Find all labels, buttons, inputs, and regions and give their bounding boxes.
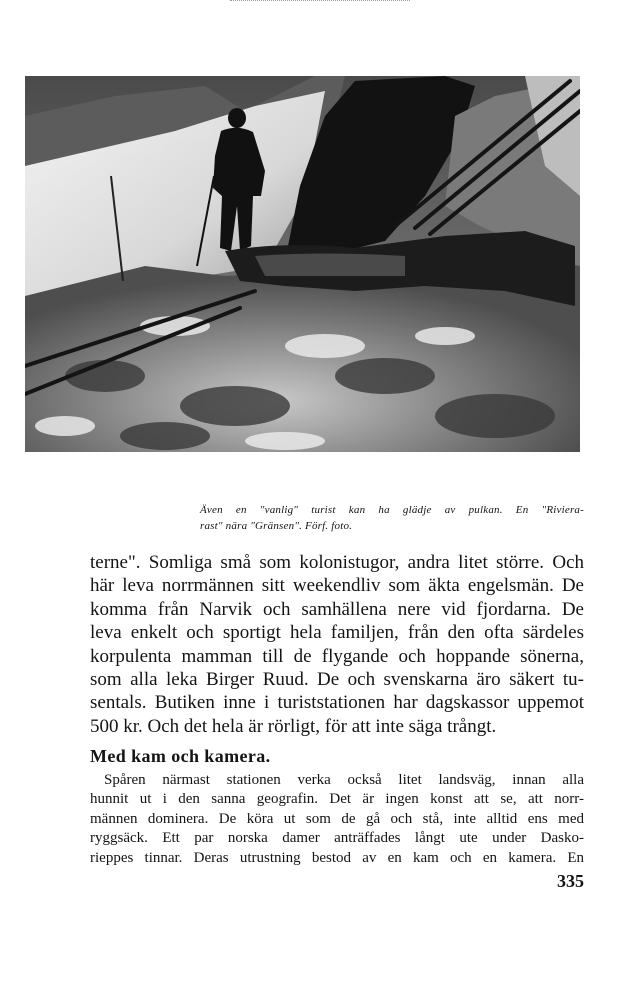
body-line: som alla leka Birger Ruud. De och svenskarna äro säkert tu- (90, 669, 584, 691)
section-line: hunnit ut i den sanna geografin. Det är ingen konst att se, att norr- (90, 791, 584, 808)
section-paragraph (90, 771, 584, 868)
section-line: Spåren närmast stationen verka också litet landsväg, innan alla (104, 772, 584, 788)
body-paragraph (90, 551, 584, 738)
caption-line: Även en "vanlig" turist kan ha glädje av pulkan. En "Riviera- (200, 504, 584, 516)
photograph (25, 76, 580, 452)
section-line: männen dominera. De köra ut som de gå och stå, inte alltid ens med (90, 810, 584, 827)
body-line: terne". Somliga små som kolonistugor, andra litet större. Och (90, 552, 584, 573)
caption-line: rast" nära "Gränsen". Förf. foto. (200, 520, 353, 532)
body-line: här leva norrmännen sitt weekendliv som äkta engelsmän. De (90, 575, 584, 597)
section-line: ryggsäck. Ett par norska damer anträffades långt ute under Dasko- (90, 830, 584, 847)
page-number: 335 (557, 871, 584, 891)
body-line: 500 kr. Och det hela är rörligt, för att inte säga trångt. (90, 715, 497, 737)
body-line: leva enkelt och sportigt hela familjen, från den ofta särdeles (90, 622, 584, 644)
page-edge (230, 0, 410, 2)
section-line: rieppes tinnar. Deras utrustning bestod av en kam och en kamera. En (90, 849, 584, 866)
body-line: korpulenta mamman till de flygande och hoppande sönerna, (90, 645, 584, 667)
body-line: komma från Narvik och samhällena nere vid fjordarna. De (90, 598, 584, 620)
body-line: sentals. Butiken inne i turiststationen har dagskassor uppemot (90, 692, 584, 714)
section-heading: Med kam och kamera. (90, 746, 271, 766)
ski-camp-photo-icon (25, 76, 580, 452)
photo-caption (200, 502, 584, 534)
